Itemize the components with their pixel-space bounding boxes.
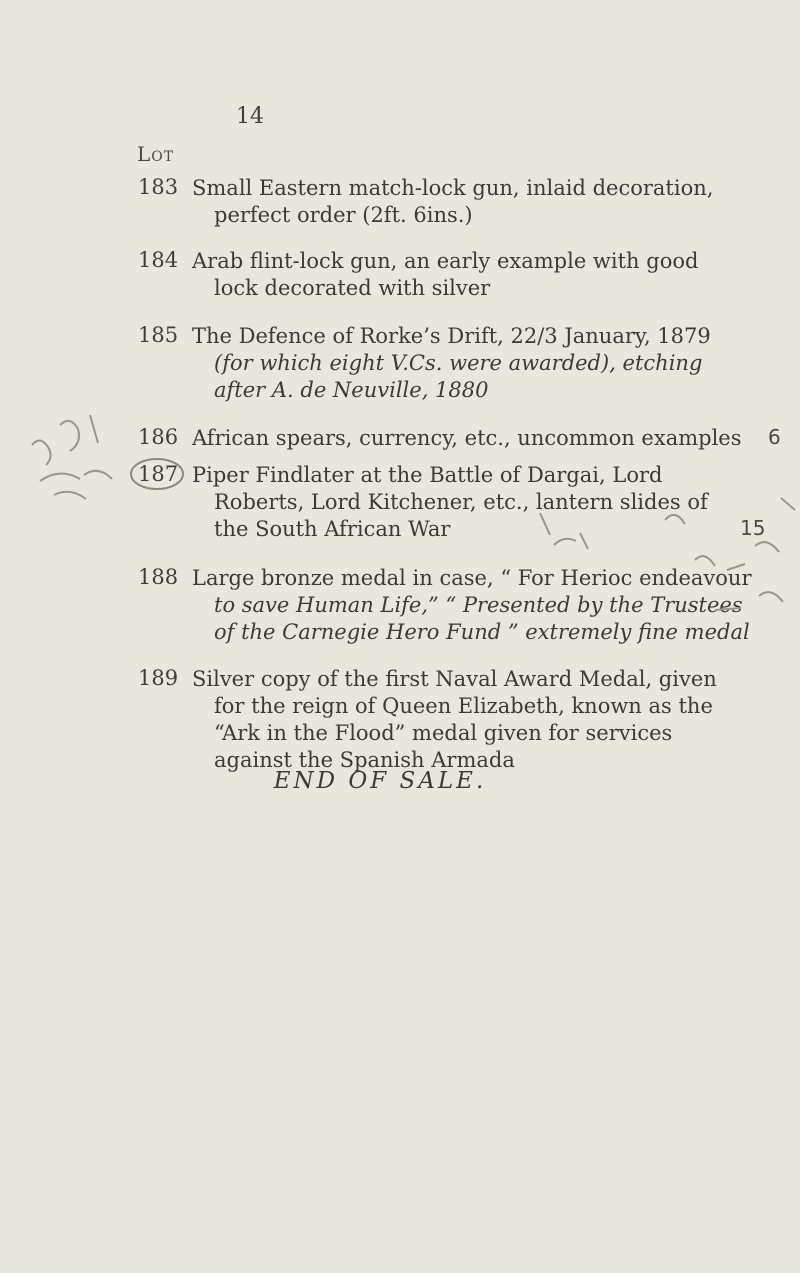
lot-description — [192, 425, 740, 452]
lot-column-header: Lot — [137, 142, 175, 166]
lot-number: 189 — [138, 666, 179, 690]
lot-description-line: The Defence of Rorke’s Drift, 22/3 January, 1879 — [192, 324, 711, 348]
lot-description-line: Arab flint-lock gun, an early example with good — [192, 249, 699, 273]
lot-number: 188 — [138, 565, 179, 589]
lot-description — [192, 323, 740, 404]
lot-description-line: after A. de Neuville, 1880 — [214, 378, 489, 402]
lot-description — [192, 666, 740, 774]
lot-description-line: “Ark in the Flood” medal given for services — [214, 721, 673, 745]
pencil-annotation-left — [20, 395, 130, 515]
lot-description-line: to save Human Life,” “ Presented by the Trustees — [214, 593, 743, 617]
lot-description-line: perfect order (2ft. 6ins.) — [214, 203, 473, 227]
lot-description-line: African spears, currency, etc., uncommon examples — [192, 426, 742, 450]
lot-description-line: Small Eastern match-lock gun, inlaid decoration, — [192, 176, 714, 200]
lot-number: 184 — [138, 248, 179, 272]
lot-description-line: the South African War — [214, 517, 451, 541]
lot-description-line: Silver copy of the first Naval Award Medal, given — [192, 667, 717, 691]
lot-description-line: against the Spanish Armada — [214, 748, 515, 772]
lot-number: 183 — [138, 175, 179, 199]
lot-description-line: of the Carnegie Hero Fund ” extremely fine medal — [214, 620, 750, 644]
pencil-circle-icon — [128, 455, 186, 493]
lot-description-line: Large bronze medal in case, “ For Herioc endeavour — [192, 566, 752, 590]
lot-description — [192, 175, 740, 229]
lot-description-line: for the reign of Queen Elizabeth, known as the — [214, 694, 713, 718]
lot-description — [192, 248, 740, 302]
lot-description-line: lock decorated with silver — [214, 276, 491, 300]
lot-description-line: Piper Findlater at the Battle of Dargai, Lord — [192, 463, 663, 487]
handwritten-price: 15 — [740, 516, 766, 540]
handwritten-price: 6 — [768, 425, 781, 449]
pencil-annotation-right — [655, 480, 800, 630]
lot-number: 185 — [138, 323, 179, 347]
end-of-sale-note: END OF SALE. — [273, 768, 487, 794]
page-number: 14 — [236, 104, 264, 129]
lot-number: 187 — [138, 462, 179, 486]
pencil-tick-icon — [530, 505, 610, 575]
lot-description-line: (for which eight V.Cs. were awarded), etching — [214, 351, 703, 375]
lot-number: 186 — [138, 425, 179, 449]
lot-description-line: Roberts, Lord Kitchener, etc., lantern slides of — [214, 490, 708, 514]
